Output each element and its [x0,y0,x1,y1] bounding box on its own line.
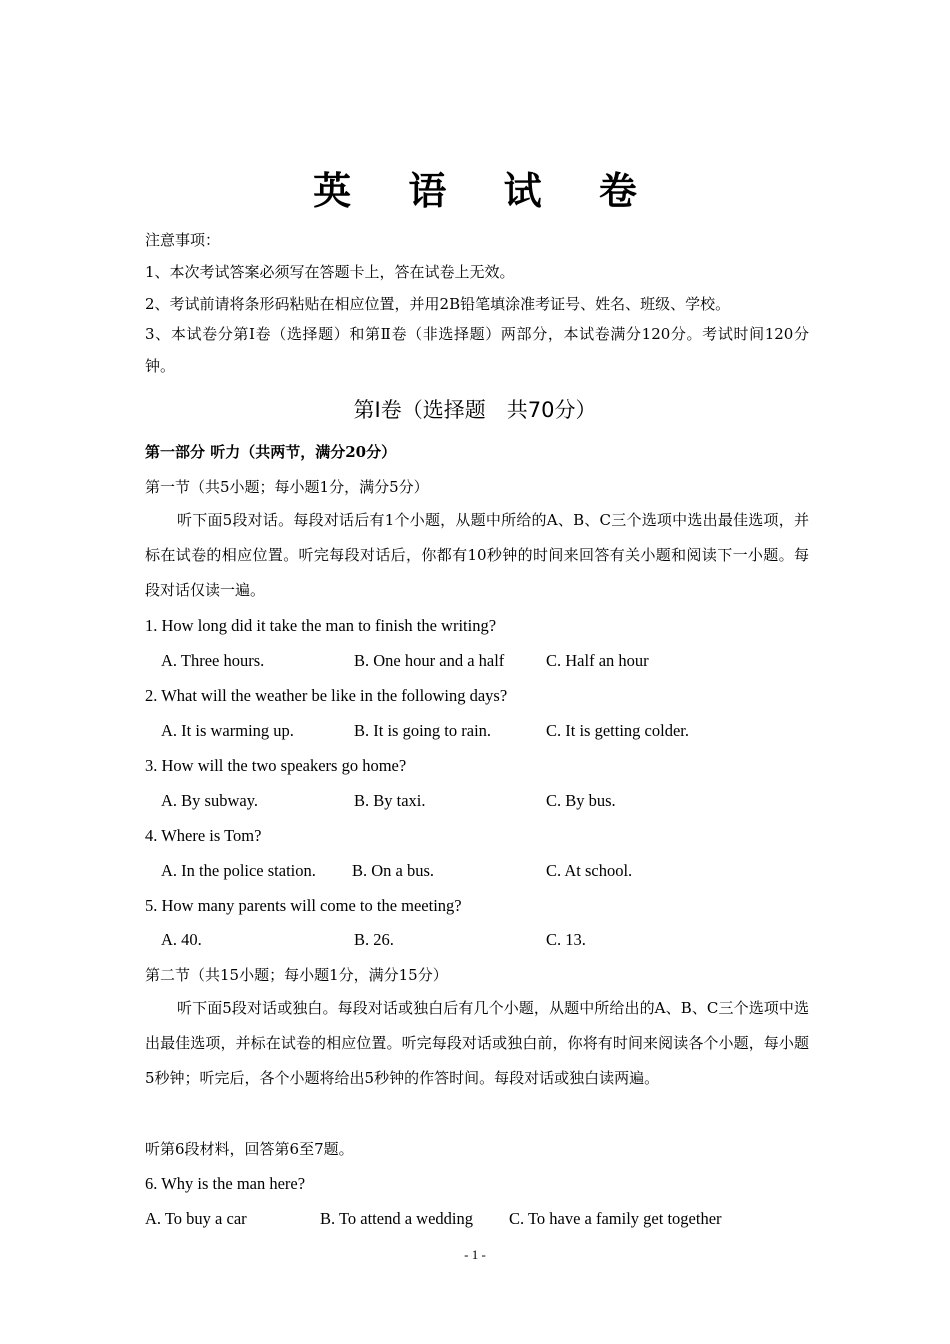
part1-title: 第一部分 听力（共两节，满分20分） [145,443,397,461]
section1-instructions: 听下面5段对话。每段对话后有1个小题，从题中所给的A、B、C三个选项中选出最佳选项，并标在试卷的相应位置。听完每段对话后，你都有10秒钟的时间来回答有关小题和阅读下一小题。每段对话仅读一遍。 [145,511,809,599]
q2-option-c: C. It is getting colder. [546,721,689,740]
material-6-heading: 听第6段材料，回答第6至7题。 [145,1140,354,1158]
volume-title: 第Ⅰ卷（选择题 共70分） [353,398,597,422]
question-4: 4. Where is Tom? [145,826,262,845]
q5-option-a: A. 40. [161,930,202,949]
page-number: - 1 - [464,1247,486,1262]
q6-option-b: B. To attend a wedding [320,1209,473,1228]
section2-title: 第二节（共15小题；每小题1分，满分15分） [145,966,448,984]
question-6: 6. Why is the man here? [145,1174,306,1193]
notice-item-3: 3、本试卷分第Ⅰ卷（选择题）和第Ⅱ卷（非选择题）两部分，本试卷满分120分。考试时间120分钟。 [145,325,809,375]
question-3: 3. How will the two speakers go home? [145,756,407,775]
q5-option-b: B. 26. [354,930,394,949]
q2-option-b: B. It is going to rain. [354,721,492,740]
q5-option-c: C. 13. [546,930,586,949]
section2-instructions: 听下面5段对话或独白。每段对话或独白后有几个小题，从题中所给出的A、B、C三个选项中选出最佳选项，并标在试卷的相应位置。听完每段对话或独白前，你将有时间来阅读各个小题，每小题5秒钟；听完后，各个小题将给出5秒钟的作答时间。每段对话或独白读两遍。 [145,999,809,1087]
section1-title: 第一节（共5小题；每小题1分，满分5分） [145,478,429,496]
q1-option-a: A. Three hours. [161,651,265,670]
q4-option-b: B. On a bus. [352,861,435,880]
q2-option-a: A. It is warming up. [161,721,294,740]
question-5: 5. How many parents will come to the meeting? [145,896,462,915]
q3-option-b: B. By taxi. [354,791,426,810]
q1-option-b: B. One hour and a half [354,651,505,670]
q3-option-a: A. By subway. [161,791,259,810]
q3-option-c: C. By bus. [546,791,616,810]
q1-option-c: C. Half an hour [546,651,649,670]
exam-title: 英 语 试 卷 [313,168,659,213]
question-1: 1. How long did it take the man to finish the writing? [145,616,497,635]
notice-item-2: 2、考试前请将条形码粘贴在相应位置，并用2B铅笔填涂准考证号、姓名、班级、学校。 [145,295,731,313]
q6-option-c: C. To have a family get together [509,1209,722,1228]
notice-heading: 注意事项： [145,231,221,249]
question-2: 2. What will the weather be like in the following days? [145,686,508,705]
notice-item-1: 1、本次考试答案必须写在答题卡上，答在试卷上无效。 [145,263,515,281]
q4-option-c: C. At school. [546,861,633,880]
q6-option-a: A. To buy a car [145,1209,247,1228]
q4-option-a: A. In the police station. [161,861,316,880]
